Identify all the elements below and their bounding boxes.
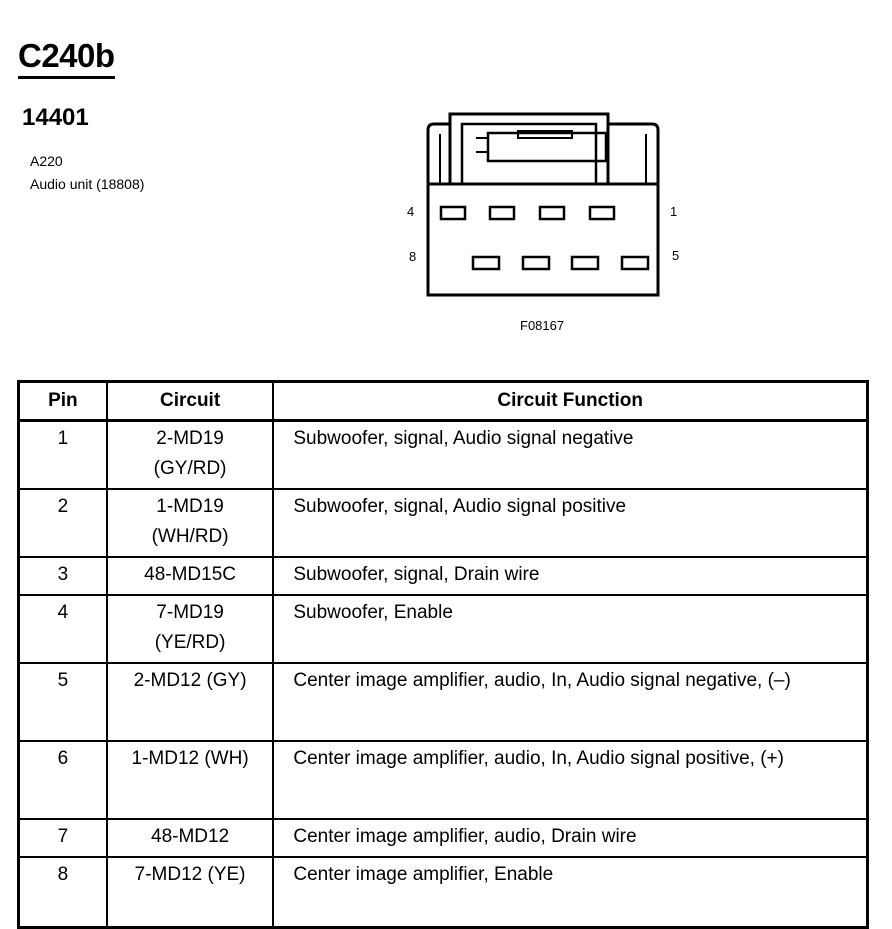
table-row [19, 421, 868, 490]
pin-label-top-left: 4 [407, 204, 415, 219]
pin-label-top-right: 1 [670, 204, 678, 219]
circuit-function: Subwoofer, Enable [273, 595, 867, 663]
pin-cavity-4 [441, 207, 465, 219]
circuit-cell [107, 663, 274, 741]
circuit-cell [107, 819, 274, 857]
latch-left-key [476, 138, 488, 152]
header-circuit: Circuit [107, 382, 274, 421]
circuit-cell [107, 741, 274, 819]
right-ear [608, 124, 658, 184]
circuit-id: 1-MD19 [156, 496, 224, 517]
pin-cavity-1 [590, 207, 614, 219]
circuit-function: Center image amplifier, audio, Drain wire [273, 819, 867, 857]
header-pin: Pin [19, 382, 107, 421]
pin-cavity-8 [473, 257, 499, 269]
circuit-cell [107, 557, 274, 595]
circuit-id: 1-MD12 (WH) [131, 748, 249, 769]
circuit-cell [107, 421, 274, 490]
circuit-cell [107, 595, 274, 663]
circuit-function: Subwoofer, signal, Audio signal positive [273, 489, 867, 557]
circuit-id: 48-MD12 [151, 826, 230, 847]
header-function: Circuit Function [273, 382, 867, 421]
table-row [19, 741, 868, 819]
table-header-row [19, 382, 868, 421]
pin-cavity-6 [572, 257, 598, 269]
pin-number: 2 [19, 489, 107, 557]
pin-cavity-7 [523, 257, 549, 269]
circuit-function: Subwoofer, signal, Drain wire [273, 557, 867, 595]
circuit-cell [107, 857, 274, 928]
circuit-function: Center image amplifier, Enable [273, 857, 867, 928]
circuit-id: 2-MD12 (GY) [133, 670, 247, 691]
pin-number: 4 [19, 595, 107, 663]
circuit-id: 2-MD19 [156, 428, 224, 449]
table-row [19, 857, 868, 928]
wire-color: (GY/RD) [153, 458, 227, 479]
pin-number: 1 [19, 421, 107, 490]
circuit-cell [107, 489, 274, 557]
wire-color: (WH/RD) [151, 526, 229, 547]
figure-code: F08167 [520, 318, 565, 333]
location-code: A220 [30, 153, 63, 169]
circuit-id: 48-MD15C [144, 564, 237, 585]
part-number: 14401 [22, 104, 89, 131]
table-row [19, 557, 868, 595]
pin-number: 3 [19, 557, 107, 595]
pin-number: 5 [19, 663, 107, 741]
circuit-function: Center image amplifier, audio, In, Audio signal positive, (+) [273, 741, 867, 819]
pin-number: 8 [19, 857, 107, 928]
pin-table [17, 380, 869, 929]
pin-cavity-2 [540, 207, 564, 219]
component-name: Audio unit (18808) [30, 176, 145, 192]
connector-body [428, 184, 658, 295]
pin-number: 6 [19, 741, 107, 819]
table-row [19, 595, 868, 663]
circuit-id: 7-MD19 [156, 602, 224, 623]
pin-label-bottom-right: 5 [672, 248, 680, 263]
table-row [19, 663, 868, 741]
circuit-function: Center image amplifier, audio, In, Audio signal negative, (–) [273, 663, 867, 741]
table-row [19, 489, 868, 557]
table-row [19, 819, 868, 857]
connector-title: C240b [18, 36, 115, 79]
wire-color: (YE/RD) [154, 632, 226, 653]
pin-cavity-5 [622, 257, 648, 269]
circuit-function: Subwoofer, signal, Audio signal negative [273, 421, 867, 490]
connector-face-diagram [400, 100, 700, 300]
pin-label-bottom-left: 8 [409, 249, 417, 264]
pin-number: 7 [19, 819, 107, 857]
pin-cavity-3 [490, 207, 514, 219]
circuit-id: 7-MD12 (YE) [134, 864, 246, 885]
